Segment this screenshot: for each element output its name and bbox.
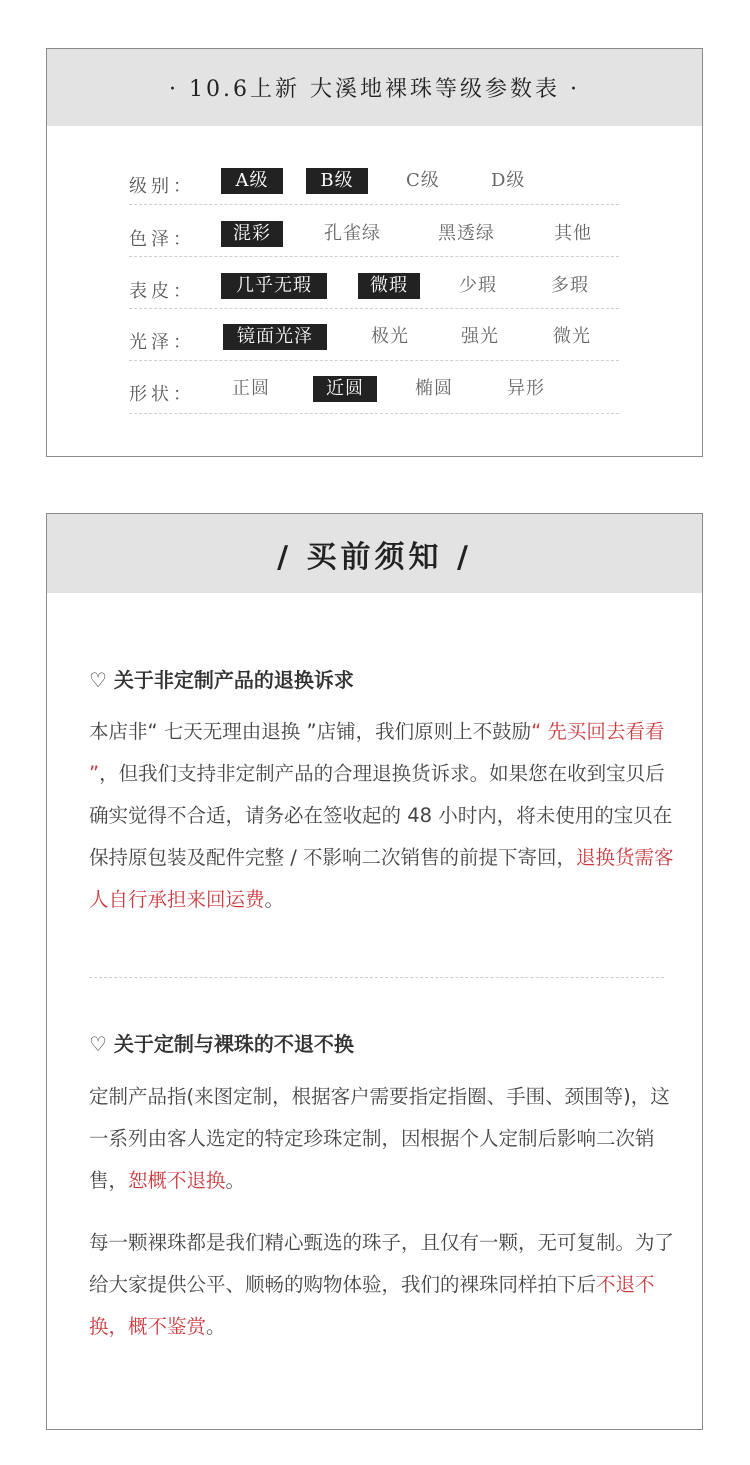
highlight-text: “ 先买回去看看 ” (89, 720, 665, 785)
text: 。 (264, 888, 285, 911)
text: 。 (206, 1315, 226, 1338)
option: 微光 (553, 326, 591, 347)
option: 极光 (371, 326, 409, 347)
option-selected: 镜面光泽 (223, 324, 327, 350)
section-title-return-policy: ♡ 关于非定制产品的退换诉求 (89, 668, 354, 692)
grade-parameter-table (46, 48, 703, 457)
param-row-skin (129, 271, 629, 303)
option: 黑透绿 (438, 223, 495, 244)
option: 正圆 (232, 378, 270, 399)
param-label: 光泽： (129, 332, 195, 353)
param-label: 级别： (129, 176, 195, 197)
option: 少瑕 (459, 275, 497, 296)
highlight-text: 不退不换，概不鉴赏 (89, 1273, 655, 1338)
notice-title: / 买前须知 / (277, 539, 472, 575)
option: 强光 (461, 326, 499, 347)
section-title-no-return: ♡ 关于定制与裸珠的不退不换 (89, 1032, 354, 1056)
return-policy-paragraph (89, 711, 679, 921)
divider (129, 204, 619, 205)
divider (89, 977, 664, 978)
notice-header (47, 514, 702, 593)
custom-product-paragraph (89, 1076, 679, 1202)
option-selected: 几乎无瑕 (221, 273, 327, 299)
text: ，但我们支持非定制产品的合理退换货诉求。如果您在收到宝贝后确实觉得不合适，请务必在签收起的 48 小时内，将未使用的宝贝在保持原包装及配件完整 / 不影响二次销售的前提下寄回， (89, 762, 673, 869)
text: 本店非“ 七天无理由退换 ”店铺，我们原则上不鼓励 (89, 720, 532, 743)
purchase-notice (46, 513, 703, 1430)
param-row-shape (129, 374, 629, 406)
param-row-luster (129, 322, 629, 354)
option-selected: 微瑕 (358, 273, 420, 299)
option: 异形 (507, 378, 545, 399)
highlight-text: 恕概不退换 (128, 1169, 226, 1192)
divider (129, 256, 619, 257)
option: 其他 (554, 223, 592, 244)
param-label: 表皮： (129, 281, 195, 302)
divider (129, 413, 619, 414)
param-row-color (129, 219, 629, 251)
text: 。 (225, 1169, 246, 1192)
option: D级 (491, 170, 526, 191)
parameter-table-title: · 10.6上新 大溪地裸珠等级参数表 · (169, 77, 580, 102)
param-label: 色泽： (129, 229, 195, 250)
option-selected: B级 (306, 168, 368, 194)
highlight-text: 退换货需客人自行承担来回运费 (89, 846, 674, 911)
param-row-grade (129, 166, 629, 198)
option: C级 (406, 170, 440, 191)
option-selected: 近圆 (313, 376, 377, 402)
option-selected: A级 (221, 168, 283, 194)
loose-pearl-paragraph (89, 1222, 679, 1348)
divider (129, 308, 619, 309)
text: 定制产品指(来图定制，根据客户需要指定指圈、手围、颈围等)，这一系列由客人选定的特定珍珠定制，因根据个人定制后影响二次销售， (89, 1085, 670, 1192)
divider (129, 360, 619, 361)
option: 多瑕 (551, 275, 589, 296)
text: 每一颗裸珠都是我们精心甄选的珠子，且仅有一颗，无可复制。为了给大家提供公平、顺畅的购物体验，我们的裸珠同样拍下后 (89, 1231, 675, 1296)
option-selected: 混彩 (221, 221, 283, 247)
parameter-table-header (47, 49, 702, 126)
option: 孔雀绿 (324, 223, 381, 244)
option: 椭圆 (415, 378, 453, 399)
param-label: 形状： (129, 384, 195, 405)
